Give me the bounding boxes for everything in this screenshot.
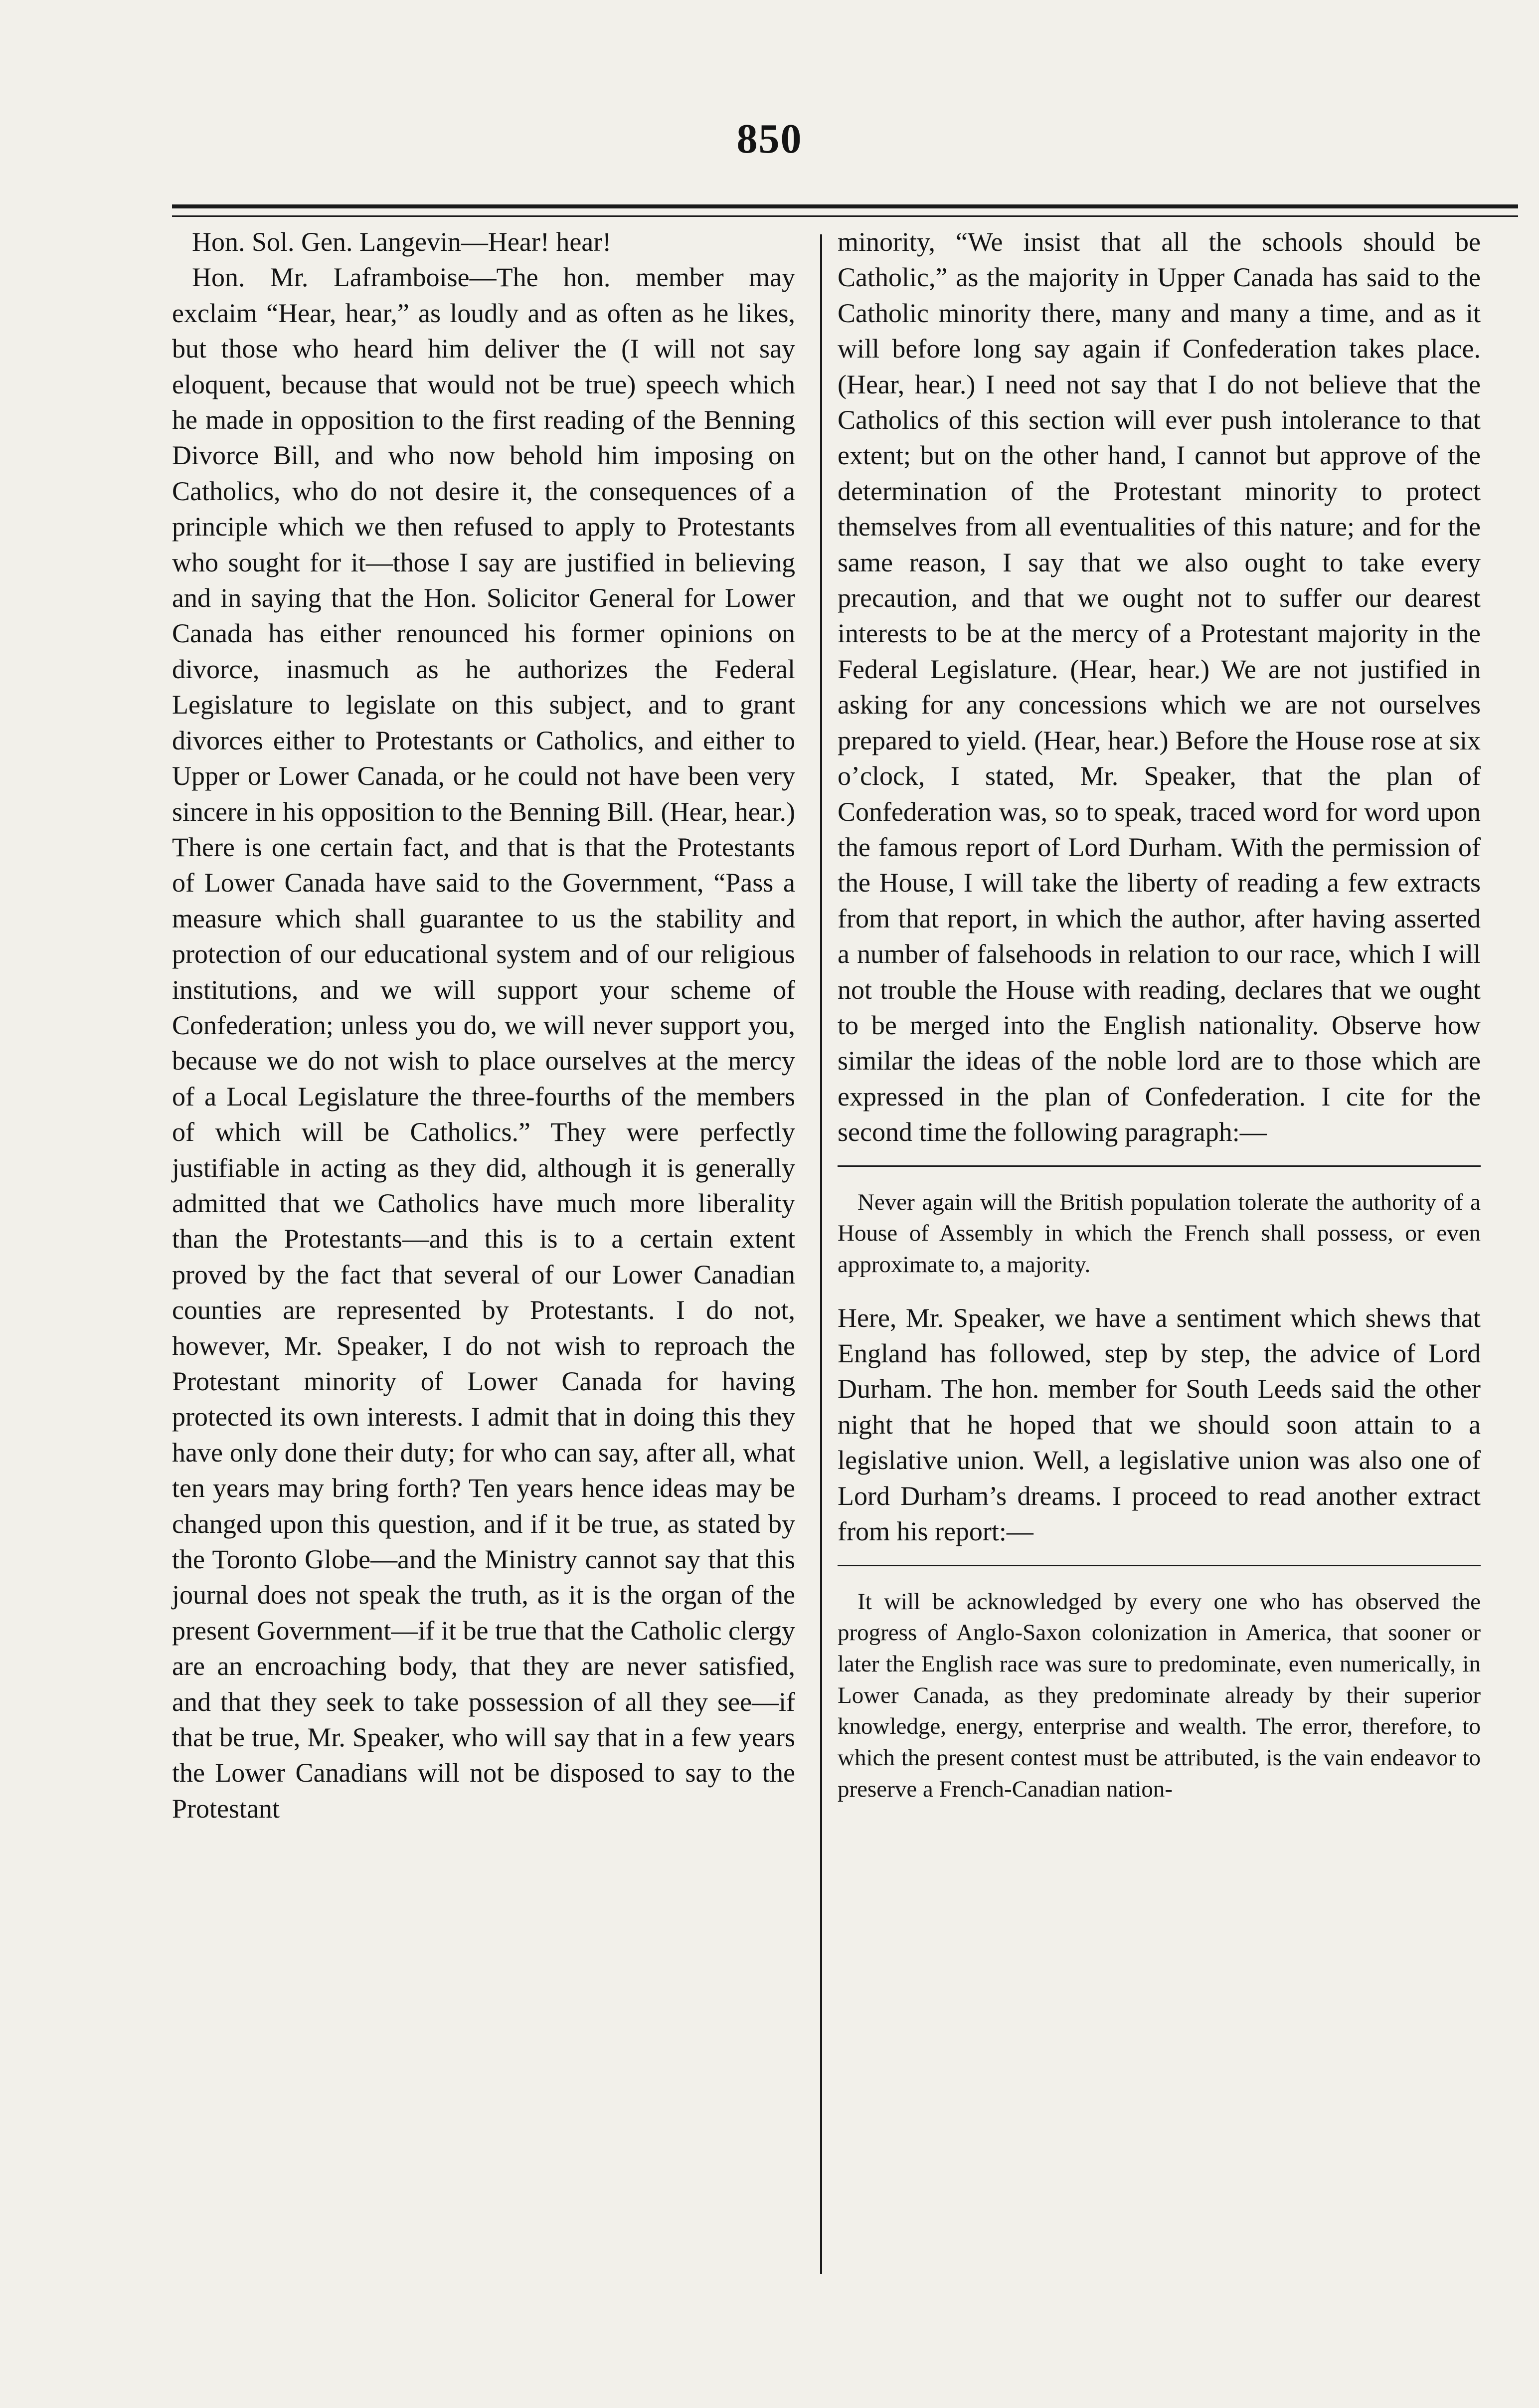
paragraph-langevin: Hon. Sol. Gen. Langevin—Hear! hear!	[192, 227, 612, 257]
quote-rule-2	[838, 1565, 1481, 1566]
right-column	[838, 224, 1481, 1825]
column-divider	[820, 234, 822, 2274]
quote-block-1	[838, 1187, 1481, 1281]
left-column	[172, 224, 795, 1827]
quote-text-1: Never again will the British population tolerate the authority of a House of Assembly in which the French shall possess, or even approximate to, a majority.	[838, 1189, 1481, 1278]
quote-text-2: It will be acknowledged by every one who has observed the progress of Anglo-Saxon colonization in America, that sooner or later the English race was sure to predominate, even numerically, in Lower Canada, as they predominate already by their superior knowledge, energy, enterprise and wealth. The error, therefore, to which the present contest must be attributed, is the vain endeavor to preserve a French-Canadian nation-	[838, 1588, 1481, 1802]
quote-block-2	[838, 1586, 1481, 1805]
header-rule	[172, 204, 1518, 208]
paragraph-laframboise: Hon. Mr. Laframboise—The hon. member may exclaim “Hear, hear,” as loudly and as often as he likes, but those who heard him deliver the (I will not say eloquent, because that would not be true) speech which he made in opposition to the first reading of the Benning Divorce Bill, and who now behold him imposing on Catholics, who do not desire it, the consequences of a principle which we then refused to apply to Protestants who sought for it—those I say are justified in believing and in saying that the Hon. Solicitor General for Lower Canada has either renounced his former opinions on divorce, inasmuch as he authorizes the Federal Legislature to legislate on this subject, and to grant divorces either to Protestants or Catholics, and either to Upper or Lower Canada, or he could not have been very sincere in his opposition to the Benning Bill. (Hear, hear.) There is one certain fact, and that is that the Protestants of Lower Canada have said to the Government, “Pass a measure which shall guarantee to us the stability and protection of our educational system and of our religious institutions, and we will support your scheme of Confederation; unless you do, we will never support you, because we do not wish to place ourselves at the mercy of a Local Legislature the three-fourths of the members of which will be Catholics.” They were perfectly justifiable in acting as they did, although it is generally admitted that we Catholics have much more liberality than the Protestants—and this is to a certain extent proved by the fact that several of our Lower Canadian counties are represented by Protestants. I do not, however, Mr. Speaker, I do not wish to reproach the Protestant minority of Lower Canada for having protected its own interests. I admit that in doing this they have only done their duty; for who can say, after all, what ten years may bring forth? Ten years hence ideas may be changed upon this question, and if it be true, as stated by the Toronto Globe—and the Ministry cannot say that this journal does not speak the truth, as it is the organ of the present Government—if it be true that the Catholic clergy are an encroaching body, that they are never satisfied, and that they seek to take possession of all they see—if that be true, Mr. Speaker, who will say that in a few years the Lower Canadians will not be disposed to say to the Protestant	[172, 262, 795, 1824]
paragraph-durham: Here, Mr. Speaker, we have a sentiment which shews that England has followed, step by step, the advice of Lord Durham. The hon. member for South Leeds said the other night that he hoped that we should soon attain to a legislative union. Well, a legislative union was also one of Lord Durham’s dreams. I proceed to read another extract from his report:—	[838, 1302, 1481, 1547]
page-number: 850	[736, 116, 803, 162]
paragraph-continued: minority, “We insist that all the schools should be Catholic,” as the majority in Upper Canada has said to the Catholic minority there, many and many a time, and as it will before long say again if Confederation takes place. (Hear, hear.) I need not say that I do not believe that the Catholics of this section will ever push intolerance to that extent; but on the other hand, I cannot but approve of the determination of the Protestant minority to protect themselves from all eventualities of this nature; and for the same reason, I say that we also ought to take every precaution, and that we ought not to suffer our dearest interests to be at the mercy of a Protestant majority in the Federal Legislature. (Hear, hear.) We are not justified in asking for any concessions which we are not ourselves prepared to yield. (Hear, hear.) Before the House rose at six o’clock, I stated, Mr. Speaker, that the plan of Confederation was, so to speak, traced word for word upon the famous report of Lord Durham. With the permission of the House, I will take the liberty of reading a few extracts from that report, in which the author, after having asserted a number of falsehoods in relation to our race, which I will not trouble the House with reading, declares that we ought to be merged into the English nationality. Observe how similar the ideas of the noble lord are to those which are expressed in the plan of Confederation. I cite for the second time the following paragraph:—	[838, 227, 1481, 1147]
header-rule-thin	[172, 215, 1518, 217]
quote-rule-1	[838, 1165, 1481, 1167]
